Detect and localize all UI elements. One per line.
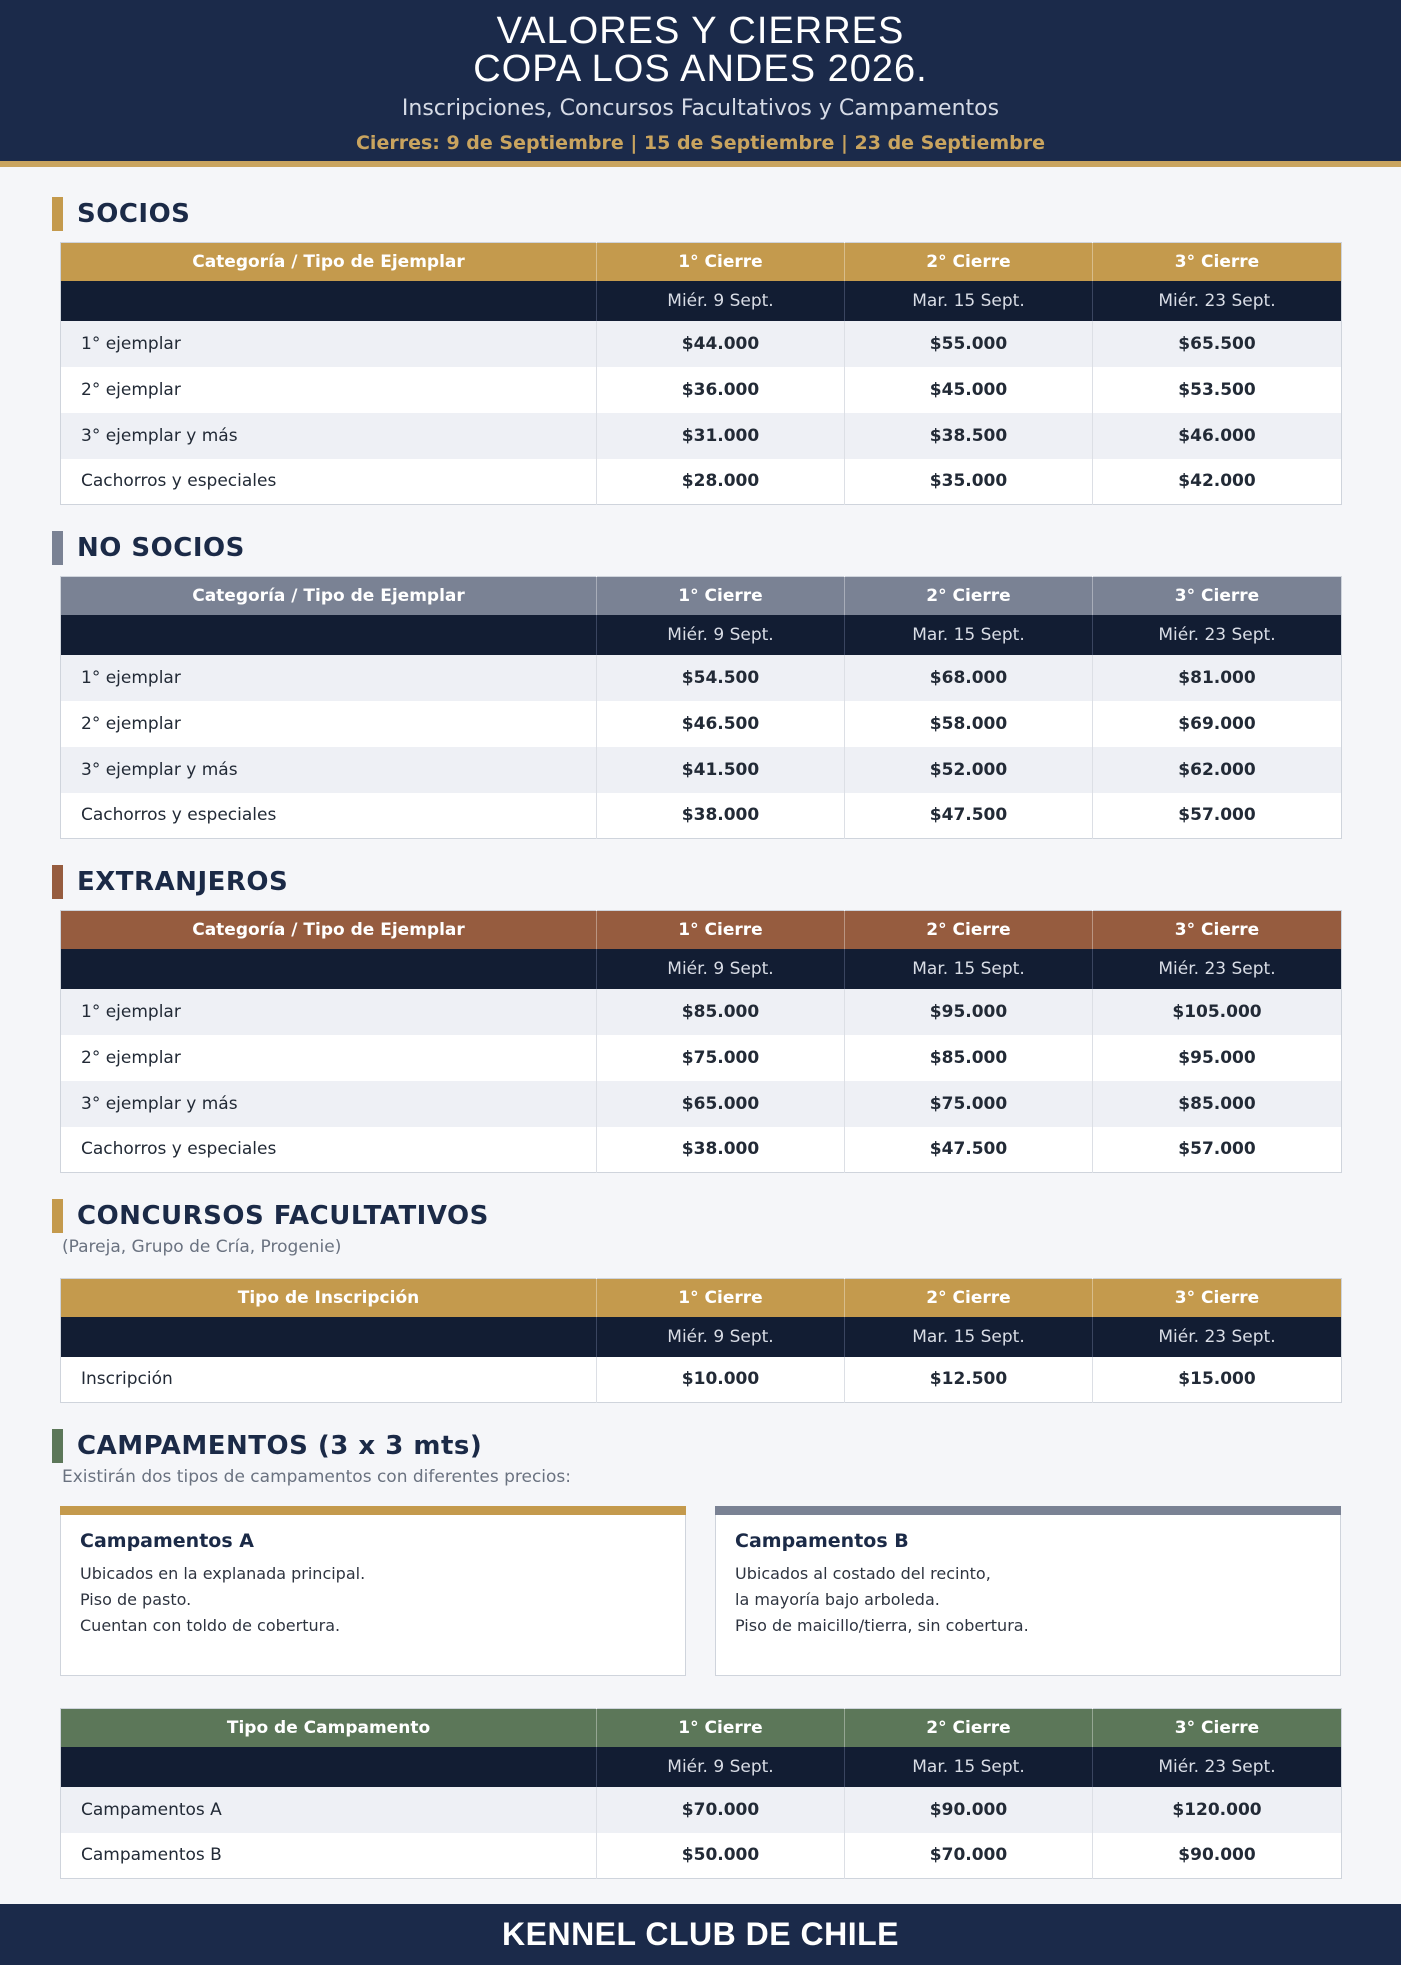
row-label: 3° ejemplar y más <box>61 1081 597 1127</box>
date-cell-3: Miér. 23 Sept. <box>1093 1317 1342 1357</box>
price-cierre-2: $90.000 <box>845 1787 1093 1833</box>
section-title-campamentos <box>52 1429 482 1463</box>
column-header-cierre-3: 3° Cierre <box>1093 911 1342 949</box>
row-label: Cachorros y especiales <box>61 1127 597 1173</box>
column-header-cierre-1: 1° Cierre <box>597 911 845 949</box>
section-note-facultativos: (Pareja, Grupo de Cría, Progenie) <box>62 1237 342 1257</box>
table-row <box>61 1035 1342 1081</box>
date-cell-2: Mar. 15 Sept. <box>845 1317 1093 1357</box>
card-line: Ubicados en la explanada principal. <box>80 1564 366 1583</box>
column-header-cierre-1: 1° Cierre <box>597 1709 845 1747</box>
table-row <box>61 701 1342 747</box>
section-title-text: EXTRANJEROS <box>77 867 289 897</box>
card-line: Ubicados al costado del recinto, <box>735 1564 991 1583</box>
price-cierre-3: $62.000 <box>1093 747 1342 793</box>
date-cell-empty <box>61 1747 597 1787</box>
campamentos-b-card <box>715 1506 1341 1676</box>
price-cierre-1: $38.000 <box>597 793 845 839</box>
price-cierre-3: $95.000 <box>1093 1035 1342 1081</box>
card-line: la mayoría bajo arboleda. <box>735 1590 940 1609</box>
price-cierre-2: $38.500 <box>845 413 1093 459</box>
section-title-facultativos <box>52 1199 489 1233</box>
column-header-cierre-2: 2° Cierre <box>845 1279 1093 1317</box>
price-cierre-1: $50.000 <box>597 1833 845 1879</box>
column-header-cierre-2: 2° Cierre <box>845 1709 1093 1747</box>
price-cierre-1: $70.000 <box>597 1787 845 1833</box>
price-cierre-1: $41.500 <box>597 747 845 793</box>
date-cell-empty <box>61 1317 597 1357</box>
price-cierre-3: $57.000 <box>1093 1127 1342 1173</box>
price-cierre-2: $47.500 <box>845 793 1093 839</box>
price-cierre-2: $58.000 <box>845 701 1093 747</box>
price-cierre-3: $85.000 <box>1093 1081 1342 1127</box>
facultativos-price-table <box>60 1278 1342 1403</box>
section-title-text: NO SOCIOS <box>77 533 245 563</box>
section-accent-bar <box>52 1429 63 1463</box>
section-title-extranjeros <box>52 865 288 899</box>
closing-dates: Cierres: 9 de Septiembre | 15 de Septiembre | 23 de Septiembre <box>355 132 1045 154</box>
price-cierre-3: $53.500 <box>1093 367 1342 413</box>
price-cierre-2: $12.500 <box>845 1357 1093 1403</box>
header-divider <box>0 161 1401 167</box>
row-label: Campamentos A <box>61 1787 597 1833</box>
card-accent-bar <box>60 1506 686 1515</box>
column-header-category: Categoría / Tipo de Ejemplar <box>61 243 597 281</box>
table-row <box>61 413 1342 459</box>
card-line: Piso de pasto. <box>80 1590 192 1609</box>
table-row <box>61 1357 1342 1403</box>
price-cierre-2: $55.000 <box>845 321 1093 367</box>
price-cierre-3: $81.000 <box>1093 655 1342 701</box>
campamentos-a-card <box>60 1506 686 1676</box>
campamentos-price-table <box>60 1708 1342 1879</box>
section-title-no-socios <box>52 531 245 565</box>
date-cell-1: Miér. 9 Sept. <box>597 1317 845 1357</box>
column-header-cierre-2: 2° Cierre <box>845 243 1093 281</box>
date-cell-1: Miér. 9 Sept. <box>597 281 845 321</box>
row-label: 2° ejemplar <box>61 367 597 413</box>
table-row <box>61 1081 1342 1127</box>
column-header-cierre-2: 2° Cierre <box>845 911 1093 949</box>
column-header-cierre-3: 3° Cierre <box>1093 577 1342 615</box>
table-row <box>61 367 1342 413</box>
page-subtitle: Inscripciones, Concursos Facultativos y Campamentos <box>401 96 1000 121</box>
table-row <box>61 459 1342 505</box>
section-title-text: SOCIOS <box>77 199 191 229</box>
table-row <box>61 793 1342 839</box>
date-cell-2: Mar. 15 Sept. <box>845 1747 1093 1787</box>
price-cierre-1: $31.000 <box>597 413 845 459</box>
row-label: Campamentos B <box>61 1833 597 1879</box>
row-label: 1° ejemplar <box>61 989 597 1035</box>
date-cell-empty <box>61 949 597 989</box>
row-label: Inscripción <box>61 1357 597 1403</box>
column-header-cierre-3: 3° Cierre <box>1093 1709 1342 1747</box>
section-title-text: CAMPAMENTOS (3 x 3 mts) <box>77 1431 483 1461</box>
row-label: 2° ejemplar <box>61 1035 597 1081</box>
date-cell-1: Miér. 9 Sept. <box>597 615 845 655</box>
column-header-type: Tipo de Campamento <box>61 1709 597 1747</box>
table-row <box>61 747 1342 793</box>
price-cierre-2: $45.000 <box>845 367 1093 413</box>
price-cierre-1: $28.000 <box>597 459 845 505</box>
table-row <box>61 1833 1342 1879</box>
price-cierre-1: $36.000 <box>597 367 845 413</box>
price-cierre-1: $10.000 <box>597 1357 845 1403</box>
footer-organization-name: KENNEL CLUB DE CHILE <box>502 1916 899 1952</box>
table-row <box>61 655 1342 701</box>
column-header-cierre-1: 1° Cierre <box>597 1279 845 1317</box>
price-cierre-2: $35.000 <box>845 459 1093 505</box>
date-cell-3: Miér. 23 Sept. <box>1093 949 1342 989</box>
column-header-cierre-3: 3° Cierre <box>1093 243 1342 281</box>
date-cell-empty <box>61 615 597 655</box>
table-row <box>61 1127 1342 1173</box>
price-cierre-1: $44.000 <box>597 321 845 367</box>
row-label: 3° ejemplar y más <box>61 747 597 793</box>
row-label: Cachorros y especiales <box>61 793 597 839</box>
price-cierre-2: $52.000 <box>845 747 1093 793</box>
price-cierre-3: $15.000 <box>1093 1357 1342 1403</box>
column-header-type: Tipo de Inscripción <box>61 1279 597 1317</box>
page-footer <box>0 1904 1401 1965</box>
price-cierre-3: $65.500 <box>1093 321 1342 367</box>
date-cell-3: Miér. 23 Sept. <box>1093 615 1342 655</box>
column-header-cierre-3: 3° Cierre <box>1093 1279 1342 1317</box>
price-cierre-3: $46.000 <box>1093 413 1342 459</box>
card-title: Campamentos B <box>735 1530 909 1552</box>
price-cierre-1: $46.500 <box>597 701 845 747</box>
section-accent-bar <box>52 197 63 231</box>
table-row <box>61 1787 1342 1833</box>
card-accent-bar <box>715 1506 1341 1515</box>
row-label: 3° ejemplar y más <box>61 413 597 459</box>
price-cierre-2: $70.000 <box>845 1833 1093 1879</box>
extranjeros-price-table <box>60 910 1342 1173</box>
column-header-cierre-1: 1° Cierre <box>597 243 845 281</box>
price-cierre-2: $95.000 <box>845 989 1093 1035</box>
price-cierre-2: $75.000 <box>845 1081 1093 1127</box>
date-cell-2: Mar. 15 Sept. <box>845 949 1093 989</box>
price-cierre-3: $42.000 <box>1093 459 1342 505</box>
table-row <box>61 321 1342 367</box>
date-cell-1: Miér. 9 Sept. <box>597 949 845 989</box>
price-cierre-3: $120.000 <box>1093 1787 1342 1833</box>
page-title-line1: VALORES Y CIERRES <box>496 10 905 52</box>
date-cell-3: Miér. 23 Sept. <box>1093 281 1342 321</box>
price-cierre-3: $69.000 <box>1093 701 1342 747</box>
price-cierre-2: $47.500 <box>845 1127 1093 1173</box>
section-title-socios <box>52 197 190 231</box>
section-title-text: CONCURSOS FACULTATIVOS <box>77 1201 489 1231</box>
price-cierre-1: $54.500 <box>597 655 845 701</box>
price-cierre-3: $57.000 <box>1093 793 1342 839</box>
page-title-line2: COPA LOS ANDES 2026. <box>473 48 928 90</box>
price-cierre-3: $105.000 <box>1093 989 1342 1035</box>
section-note-campamentos: Existirán dos tipos de campamentos con diferentes precios: <box>62 1467 571 1487</box>
row-label: 1° ejemplar <box>61 655 597 701</box>
row-label: Cachorros y especiales <box>61 459 597 505</box>
price-cierre-2: $85.000 <box>845 1035 1093 1081</box>
price-cierre-1: $75.000 <box>597 1035 845 1081</box>
socios-price-table <box>60 242 1342 505</box>
column-header-category: Categoría / Tipo de Ejemplar <box>61 577 597 615</box>
date-cell-1: Miér. 9 Sept. <box>597 1747 845 1787</box>
price-cierre-1: $85.000 <box>597 989 845 1035</box>
date-cell-2: Mar. 15 Sept. <box>845 615 1093 655</box>
section-accent-bar <box>52 531 63 565</box>
card-line: Piso de maicillo/tierra, sin cobertura. <box>735 1616 1029 1635</box>
column-header-category: Categoría / Tipo de Ejemplar <box>61 911 597 949</box>
row-label: 1° ejemplar <box>61 321 597 367</box>
price-cierre-1: $65.000 <box>597 1081 845 1127</box>
price-cierre-2: $68.000 <box>845 655 1093 701</box>
date-cell-2: Mar. 15 Sept. <box>845 281 1093 321</box>
row-label: 2° ejemplar <box>61 701 597 747</box>
column-header-cierre-2: 2° Cierre <box>845 577 1093 615</box>
price-cierre-1: $38.000 <box>597 1127 845 1173</box>
table-row <box>61 989 1342 1035</box>
date-cell-3: Miér. 23 Sept. <box>1093 1747 1342 1787</box>
column-header-cierre-1: 1° Cierre <box>597 577 845 615</box>
section-accent-bar <box>52 1199 63 1233</box>
card-line: Cuentan con toldo de cobertura. <box>80 1616 341 1635</box>
date-cell-empty <box>61 281 597 321</box>
price-cierre-3: $90.000 <box>1093 1833 1342 1879</box>
section-accent-bar <box>52 865 63 899</box>
no-socios-price-table <box>60 576 1342 839</box>
page-header <box>0 0 1401 161</box>
card-title: Campamentos A <box>80 1530 254 1552</box>
